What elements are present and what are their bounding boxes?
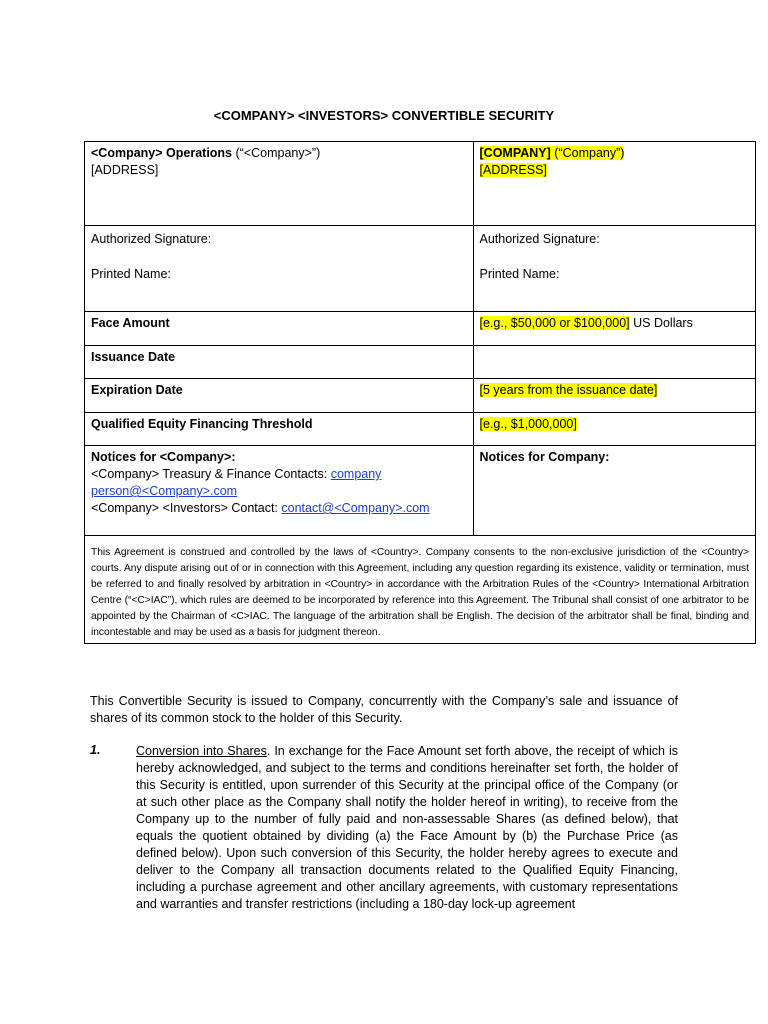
- face-amount-value: [e.g., $50,000 or $100,000]: [479, 316, 630, 330]
- holder-name-defined: (“Company”): [550, 146, 625, 160]
- treasury-contact: [91, 466, 467, 500]
- issuance-date-row: [85, 346, 756, 379]
- qef-threshold-value: [e.g., $1,000,000]: [479, 417, 577, 431]
- section-1-body: [136, 743, 678, 913]
- expiration-date-value: [5 years from the issuance date]: [479, 383, 658, 397]
- section-1-number: 1.: [90, 743, 101, 757]
- term-sheet-table: [84, 141, 756, 644]
- treasury-email-link[interactable]: company: [330, 467, 382, 481]
- expiration-date-label: Expiration Date: [85, 379, 474, 413]
- issuer-printed-name-label: Printed Name:: [91, 267, 171, 281]
- governing-law-row: [85, 536, 756, 644]
- holder-notices-cell: [473, 446, 755, 536]
- face-amount-label: Face Amount: [85, 312, 474, 346]
- section-1-heading: Conversion into Shares: [136, 744, 267, 758]
- issuance-date-value: [473, 346, 755, 379]
- issuer-name: <Company> Operations: [91, 146, 233, 160]
- intro-paragraph: This Convertible Security is issued to Company, concurrently with the Company’s sale and issuance of shares of its common stock to the holder of this Security.: [90, 694, 678, 725]
- face-amount-unit: US Dollars: [629, 316, 693, 330]
- notices-row: [85, 446, 756, 536]
- holder-signature-label: Authorized Signature:: [479, 232, 600, 246]
- qef-threshold-row: [85, 413, 756, 446]
- holder-cell: [473, 142, 755, 226]
- treasury-email-link-cont[interactable]: person@<Company>.com: [91, 484, 238, 498]
- face-amount-cell: [473, 312, 755, 346]
- signature-row: [85, 226, 756, 312]
- holder-signature-cell: [473, 226, 755, 312]
- investors-contact-label: <Company> <Investors> Contact:: [91, 501, 282, 515]
- investors-contact: [91, 500, 467, 517]
- issuer-address: [ADDRESS]: [91, 163, 159, 177]
- section-1-text: . In exchange for the Face Amount set forth above, the receipt of which is hereby acknowledged, and subject to the terms and conditions hereinafter set forth, the holder of this Security is entitled, upon surrender of this Security at the principal office of the Company (or at such other place as the Company shall notify the holder hereof in writing), to receive from the Company up to the number of fully paid and non-assessable Shares (as defined below), that equals the quotient obtained by dividing (a) the Face Amount by (b) the Purchase Price (as defined below). Upon such conversion of this Security, the holder hereby agrees to execute and deliver to the Company all transaction documents related to the Qualified Equity Financing, including a purchase agreement and other ancillary agreements, with customary representations and warranties and transfer restrictions (including a 180-day lock-up agreement: [136, 744, 678, 911]
- face-amount-row: [85, 312, 756, 346]
- investors-email-link[interactable]: contact@<Company>.com: [281, 501, 430, 515]
- issuer-signature-cell: [85, 226, 474, 312]
- issuer-notices-heading: Notices for <Company>:: [91, 450, 236, 464]
- holder-notices-heading: Notices for Company:: [479, 450, 610, 464]
- treasury-contact-label: <Company> Treasury & Finance Contacts:: [91, 467, 331, 481]
- qef-threshold-cell: [473, 413, 755, 446]
- issuer-cell: [85, 142, 474, 226]
- holder-name: [COMPANY]: [479, 146, 551, 160]
- expiration-date-cell: [473, 379, 755, 413]
- parties-row: [85, 142, 756, 226]
- issuer-name-defined: (“<Company>”): [232, 146, 321, 160]
- holder-printed-name-label: Printed Name:: [479, 267, 560, 281]
- document-title: <COMPANY> <INVESTORS> CONVERTIBLE SECURITY: [213, 108, 555, 123]
- governing-law-text: This Agreement is construed and controlled by the laws of <Country>. Company consents to the non-exclusive jurisdiction of the <Country> courts. Any dispute arising out of or in connection with this Agreement, including any question regarding its existence, validity or termination, must be referred to and finally resolved by arbitration in <Country> in accordance with the Arbitration Rules of the <Country> International Arbitration Centre (“<C>IAC”), which rules are deemed to be incorporated by reference into this Agreement. The Tribunal shall consist of one arbitrator to be appointed by the Chairman of <C>IAC. The language of the arbitration shall be English. The decision of the arbitrator shall be final, binding and incontestable and may be used as a basis for judgment thereon.: [85, 536, 756, 644]
- issuance-date-label: Issuance Date: [85, 346, 474, 379]
- issuer-notices-cell: [85, 446, 474, 536]
- issuer-signature-label: Authorized Signature:: [91, 232, 212, 246]
- qef-threshold-label: Qualified Equity Financing Threshold: [85, 413, 474, 446]
- expiration-date-row: [85, 379, 756, 413]
- holder-address: [ADDRESS]: [479, 163, 547, 177]
